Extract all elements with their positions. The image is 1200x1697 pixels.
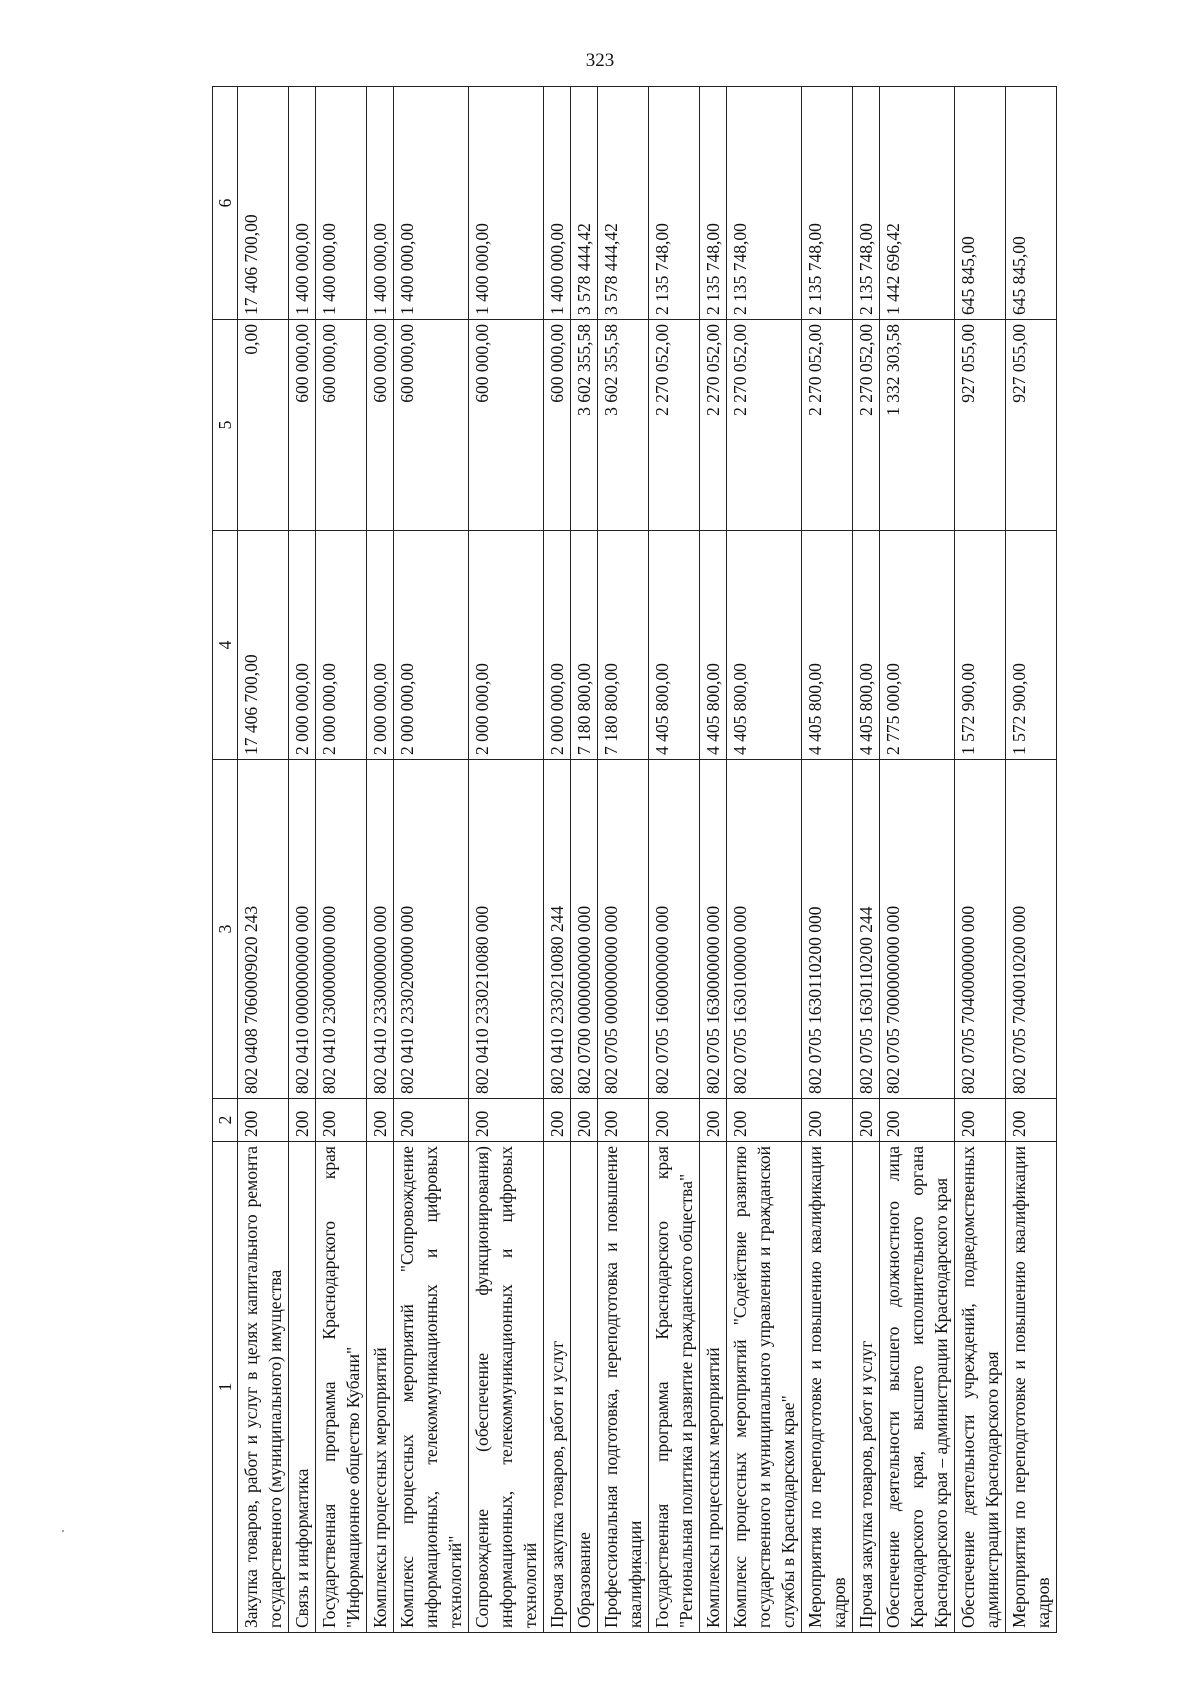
table-row xyxy=(367,87,394,1633)
row-name: Образование xyxy=(571,1142,598,1633)
row-remainder: 645 845,00 xyxy=(1006,87,1057,320)
table-row xyxy=(316,87,367,1633)
row-code: 200 xyxy=(469,1099,544,1142)
row-remainder: 2 135 748,00 xyxy=(727,87,802,320)
row-classification: 802 0705 1600000000 000 xyxy=(649,760,700,1099)
table-row xyxy=(649,87,700,1633)
row-code: 200 xyxy=(367,1099,394,1142)
row-code: 200 xyxy=(544,1099,571,1142)
row-name: Комплексы процессных мероприятий xyxy=(367,1142,394,1633)
row-remainder: 2 135 748,00 xyxy=(649,87,700,320)
row-executed: 927 055,00 xyxy=(1006,320,1057,531)
row-remainder: 1 442 696,42 xyxy=(880,87,955,320)
row-executed: 2 270 052,00 xyxy=(649,320,700,531)
row-classification: 802 0705 1630000000 000 xyxy=(700,760,727,1099)
row-name: Государственная программа Краснодарского края "Информационное общество Кубани" xyxy=(316,1142,367,1633)
row-executed: 2 270 052,00 xyxy=(853,320,880,531)
row-name: Комплексы процессных мероприятий xyxy=(700,1142,727,1633)
table-row xyxy=(571,87,598,1633)
row-classification: 802 0705 7000000000 000 xyxy=(880,760,955,1099)
row-code: 200 xyxy=(571,1099,598,1142)
budget-table xyxy=(212,86,1057,1633)
row-classification: 802 0410 2330200000 000 xyxy=(394,760,469,1099)
table-body xyxy=(238,87,1057,1633)
row-name: Прочая закупка товаров, работ и услуг xyxy=(544,1142,571,1633)
row-classification: 802 0705 1630110200 000 xyxy=(802,760,853,1099)
row-plan: 2 000 000,00 xyxy=(394,531,469,760)
row-executed: 2 270 052,00 xyxy=(802,320,853,531)
row-executed: 1 332 303,58 xyxy=(880,320,955,531)
row-executed: 600 000,00 xyxy=(367,320,394,531)
row-classification: 802 0408 7060009020 243 xyxy=(238,760,289,1099)
row-remainder: 1 400 000,00 xyxy=(367,87,394,320)
row-classification: 802 0705 0000000000 000 xyxy=(598,760,649,1099)
row-executed: 600 000,00 xyxy=(544,320,571,531)
row-plan: 1 572 900,00 xyxy=(955,531,1006,760)
row-code: 200 xyxy=(880,1099,955,1142)
row-plan: 2 775 000,00 xyxy=(880,531,955,760)
row-name: Сопровождение (обеспечение функционирования) информационных, телекоммуникационных и цифровых технологий xyxy=(469,1142,544,1633)
row-remainder: 1 400 000,00 xyxy=(394,87,469,320)
row-remainder: 645 845,00 xyxy=(955,87,1006,320)
row-name: Связь и информатика xyxy=(289,1142,316,1633)
row-plan: 4 405 800,00 xyxy=(853,531,880,760)
row-executed: 600 000,00 xyxy=(316,320,367,531)
row-name: Закупка товаров, работ и услуг в целях капитального ремонта государственного (муниципального) имущества xyxy=(238,1142,289,1633)
row-executed: 927 055,00 xyxy=(955,320,1006,531)
table-row xyxy=(880,87,955,1633)
row-plan: 2 000 000,00 xyxy=(469,531,544,760)
row-code: 200 xyxy=(394,1099,469,1142)
row-code: 200 xyxy=(289,1099,316,1142)
row-code: 200 xyxy=(955,1099,1006,1142)
row-classification: 802 0410 2330210080 000 xyxy=(469,760,544,1099)
row-classification: 802 0700 0000000000 000 xyxy=(571,760,598,1099)
row-classification: 802 0705 7040010200 000 xyxy=(1006,760,1057,1099)
row-executed: 2 270 052,00 xyxy=(727,320,802,531)
row-name: Профессиональная подготовка, переподготовка и повышение квалификации xyxy=(598,1142,649,1633)
table-row xyxy=(727,87,802,1633)
scan-speck xyxy=(645,1562,647,1564)
row-plan: 4 405 800,00 xyxy=(700,531,727,760)
table-row xyxy=(289,87,316,1633)
row-remainder: 1 400 000,00 xyxy=(316,87,367,320)
table-row xyxy=(700,87,727,1633)
row-executed: 600 000,00 xyxy=(289,320,316,531)
row-code: 200 xyxy=(727,1099,802,1142)
row-plan: 4 405 800,00 xyxy=(802,531,853,760)
row-remainder: 17 406 700,00 xyxy=(238,87,289,320)
column-header-3: 3 xyxy=(213,760,238,1099)
row-remainder: 1 400 000,00 xyxy=(544,87,571,320)
row-name: Мероприятия по переподготовке и повышению квалификации кадров xyxy=(1006,1142,1057,1633)
table-row xyxy=(238,87,289,1633)
row-name: Обеспечение деятельности высшего должностного лица Краснодарского края, высшего исполнительного органа Краснодарского края – администрации Краснодарского края xyxy=(880,1142,955,1633)
rotated-table-container xyxy=(212,93,1112,1633)
table-row xyxy=(802,87,853,1633)
row-name: Прочая закупка товаров, работ и услуг xyxy=(853,1142,880,1633)
row-code: 200 xyxy=(316,1099,367,1142)
row-code: 200 xyxy=(598,1099,649,1142)
row-classification: 802 0705 1630100000 000 xyxy=(727,760,802,1099)
row-executed: 0,00 xyxy=(238,320,289,531)
row-plan: 2 000 000,00 xyxy=(316,531,367,760)
row-remainder: 1 400 000,00 xyxy=(289,87,316,320)
row-code: 200 xyxy=(700,1099,727,1142)
table-row xyxy=(394,87,469,1633)
row-classification: 802 0410 2330210080 244 xyxy=(544,760,571,1099)
row-plan: 7 180 800,00 xyxy=(598,531,649,760)
table-row xyxy=(955,87,1006,1633)
row-plan: 1 572 900,00 xyxy=(1006,531,1057,760)
row-plan: 2 000 000,00 xyxy=(367,531,394,760)
row-code: 200 xyxy=(649,1099,700,1142)
row-name: Обеспечение деятельности учреждений, подведомственных администрации Краснодарского края xyxy=(955,1142,1006,1633)
row-classification: 802 0410 0000000000 000 xyxy=(289,760,316,1099)
table-header-row xyxy=(213,87,238,1633)
row-plan: 4 405 800,00 xyxy=(649,531,700,760)
row-remainder: 2 135 748,00 xyxy=(700,87,727,320)
row-classification: 802 0410 2330000000 000 xyxy=(367,760,394,1099)
row-executed: 3 602 355,58 xyxy=(571,320,598,531)
row-executed: 600 000,00 xyxy=(394,320,469,531)
row-name: Государственная программа Краснодарского края "Региональная политика и развитие гражданского общества" xyxy=(649,1142,700,1633)
row-executed: 2 270 052,00 xyxy=(700,320,727,531)
column-header-1: 1 xyxy=(213,1142,238,1633)
column-header-6: 6 xyxy=(213,87,238,320)
table-row xyxy=(544,87,571,1633)
table-row xyxy=(469,87,544,1633)
row-remainder: 2 135 748,00 xyxy=(802,87,853,320)
table-row xyxy=(853,87,880,1633)
row-plan: 7 180 800,00 xyxy=(571,531,598,760)
row-remainder: 1 400 000,00 xyxy=(469,87,544,320)
row-classification: 802 0705 1630110200 244 xyxy=(853,760,880,1099)
row-plan: 2 000 000,00 xyxy=(544,531,571,760)
page-number: 323 xyxy=(585,50,615,71)
column-header-5: 5 xyxy=(213,320,238,531)
row-remainder: 2 135 748,00 xyxy=(853,87,880,320)
row-remainder: 3 578 444,42 xyxy=(571,87,598,320)
row-code: 200 xyxy=(853,1099,880,1142)
row-plan: 17 406 700,00 xyxy=(238,531,289,760)
table-row xyxy=(1006,87,1057,1633)
column-header-2: 2 xyxy=(213,1099,238,1142)
scan-speck xyxy=(62,1530,64,1532)
row-name: Мероприятия по переподготовке и повышению квалификации кадров xyxy=(802,1142,853,1633)
row-code: 200 xyxy=(1006,1099,1057,1142)
row-plan: 4 405 800,00 xyxy=(727,531,802,760)
row-remainder: 3 578 444,42 xyxy=(598,87,649,320)
row-classification: 802 0705 7040000000 000 xyxy=(955,760,1006,1099)
column-header-4: 4 xyxy=(213,531,238,760)
table-row xyxy=(598,87,649,1633)
row-classification: 802 0410 2300000000 000 xyxy=(316,760,367,1099)
row-code: 200 xyxy=(802,1099,853,1142)
row-name: Комплекс процессных мероприятий "Сопровождение информационных, телекоммуникационных и цифровых технологий" xyxy=(394,1142,469,1633)
row-code: 200 xyxy=(238,1099,289,1142)
row-name: Комплекс процессных мероприятий "Содействие развитию государственного и муниципального управления и гражданской службы в Краснодарском крае" xyxy=(727,1142,802,1633)
row-plan: 2 000 000,00 xyxy=(289,531,316,760)
row-executed: 3 602 355,58 xyxy=(598,320,649,531)
row-executed: 600 000,00 xyxy=(469,320,544,531)
